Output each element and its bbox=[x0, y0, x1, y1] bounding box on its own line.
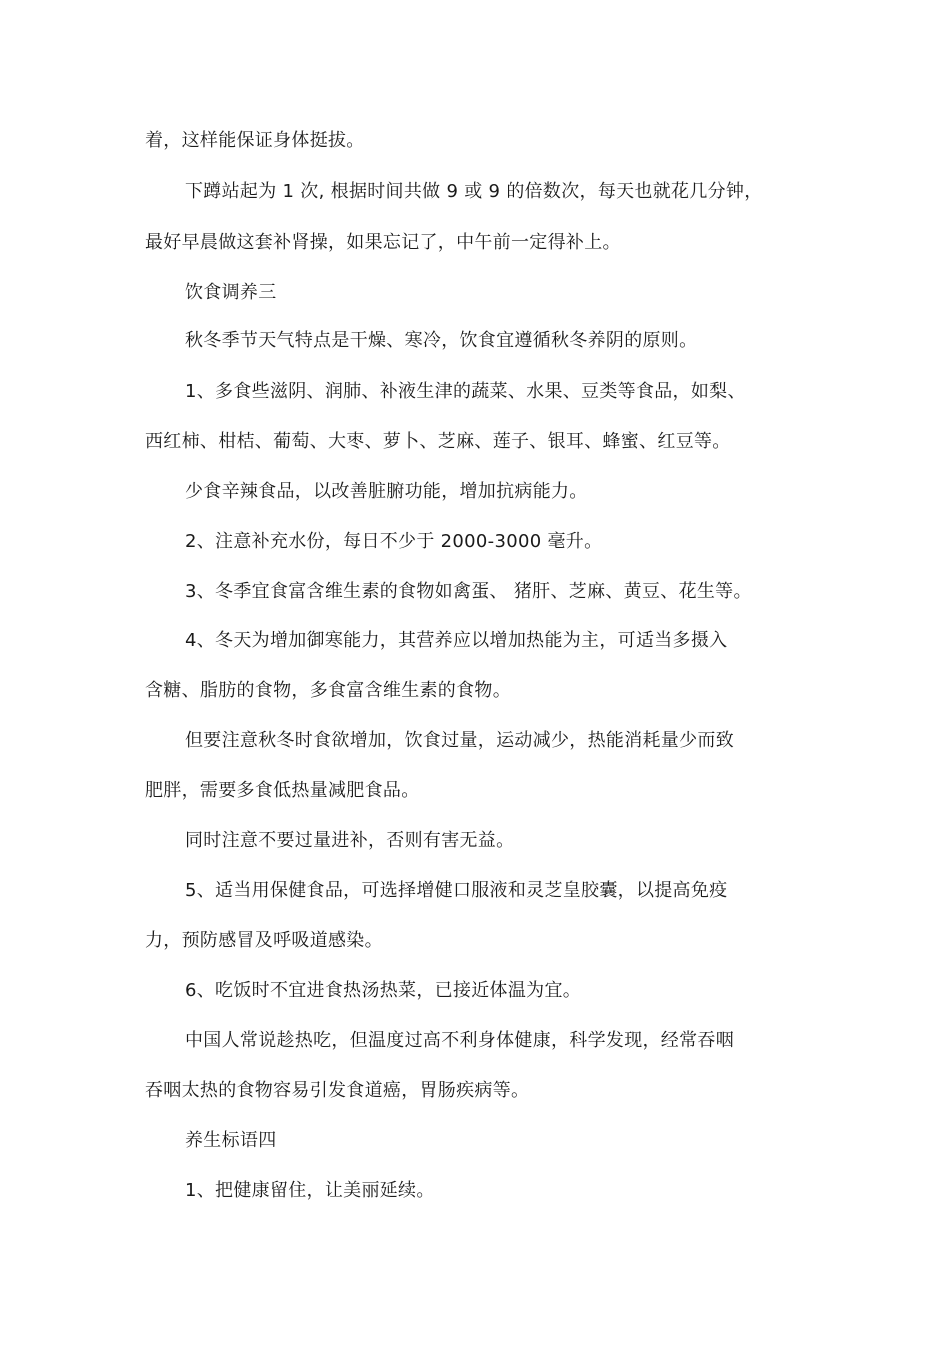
list-item: 6、吃饭时不宜进食热汤热菜，已接近体温为宜。 bbox=[185, 980, 582, 1001]
section-heading: 养生标语四 bbox=[185, 1130, 277, 1151]
list-item: 1、把健康留住，让美丽延续。 bbox=[185, 1180, 435, 1201]
paragraph-line: 着，这样能保证身体挺拔。 bbox=[145, 130, 365, 151]
list-item: 3、冬季宜食富含维生素的食物如禽蛋、 猪肝、芝麻、黄豆、花生等。 bbox=[185, 581, 752, 602]
paragraph-line: 少食辛辣食品，以改善脏腑功能，增加抗病能力。 bbox=[185, 481, 588, 502]
list-item: 2、注意补充水份，每日不少于 2000-3000 毫升。 bbox=[185, 531, 603, 552]
paragraph-line: 西红柿、柑桔、葡萄、大枣、萝卜、芝麻、莲子、银耳、蜂蜜、红豆等。 bbox=[145, 431, 731, 452]
paragraph-line: 力，预防感冒及呼吸道感染。 bbox=[145, 930, 383, 951]
list-item: 1、多食些滋阴、润肺、补液生津的蔬菜、水果、豆类等食品，如梨、 bbox=[185, 381, 746, 402]
paragraph-line: 吞咽太热的食物容易引发食道癌，胃肠疾病等。 bbox=[145, 1080, 530, 1101]
paragraph-line: 含糖、脂肪的食物，多食富含维生素的食物。 bbox=[145, 680, 511, 701]
list-item: 5、适当用保健食品，可选择增健口服液和灵芝皇胶囊，以提高免疫 bbox=[185, 880, 728, 901]
paragraph-line: 但要注意秋冬时食欲增加，饮食过量，运动减少，热能消耗量少而致 bbox=[185, 730, 734, 751]
paragraph-line: 中国人常说趁热吃，但温度过高不利身体健康，科学发现，经常吞咽 bbox=[185, 1030, 734, 1051]
paragraph-line: 下蹲站起为 1 次, 根据时间共做 9 或 9 的倍数次，每天也就花几分钟， bbox=[185, 181, 763, 202]
paragraph-line: 秋冬季节天气特点是干燥、寒冷，饮食宜遵循秋冬养阴的原则。 bbox=[185, 330, 698, 351]
paragraph-line: 肥胖，需要多食低热量减肥食品。 bbox=[145, 780, 420, 801]
list-item: 4、冬天为增加御寒能力，其营养应以增加热能为主，可适当多摄入 bbox=[185, 630, 728, 651]
paragraph-line: 最好早晨做这套补肾操，如果忘记了，中午前一定得补上。 bbox=[145, 232, 621, 253]
paragraph-line: 同时注意不要过量进补，否则有害无益。 bbox=[185, 830, 515, 851]
section-heading: 饮食调养三 bbox=[185, 282, 277, 303]
